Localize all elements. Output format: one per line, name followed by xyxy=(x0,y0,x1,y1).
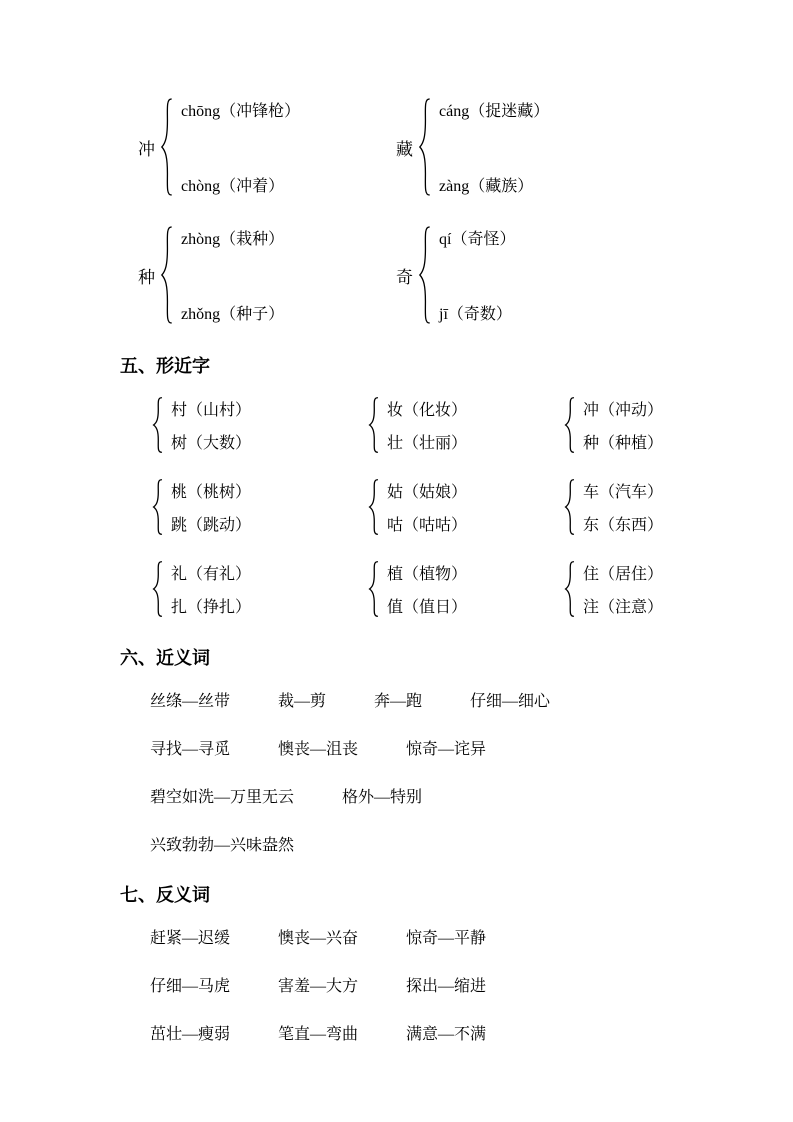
polyphone-char: 奇 xyxy=(396,267,413,287)
reading-list xyxy=(181,224,284,326)
word-pair: 惊奇—平静 xyxy=(406,930,487,947)
reading-list xyxy=(439,96,549,198)
similar-char-pair xyxy=(152,560,368,618)
antonym-line xyxy=(150,973,693,996)
pair-bottom: 注（注意） xyxy=(583,599,664,616)
pair-top: 村（山村） xyxy=(171,402,252,419)
pinyin-reading: cáng（捉迷藏） xyxy=(439,103,550,120)
similar-char-pair xyxy=(152,396,368,454)
word-pair: 丝绦—丝带 xyxy=(150,693,231,710)
similar-char-pair xyxy=(152,478,368,536)
pair-top: 住（居住） xyxy=(583,566,664,583)
similar-char-pair xyxy=(564,560,693,618)
brace-icon xyxy=(368,478,379,536)
similar-char-grid xyxy=(120,396,693,618)
polyphone-char: 冲 xyxy=(138,139,155,159)
brace-icon xyxy=(368,396,379,454)
word-pair: 懊丧—沮丧 xyxy=(278,741,359,758)
synonym-line xyxy=(150,784,693,807)
synonym-lines xyxy=(120,688,693,855)
section-six-title: 六、近义词 xyxy=(120,648,210,668)
polyphone-group-zhong xyxy=(138,224,396,326)
brace-icon xyxy=(564,560,575,618)
polyphone-row xyxy=(120,224,693,326)
polyphone-row xyxy=(120,96,693,198)
pair-bottom: 壮（壮丽） xyxy=(387,435,468,452)
brace-icon xyxy=(564,396,575,454)
section-five-title: 五、形近字 xyxy=(120,356,210,376)
synonym-line xyxy=(150,688,693,711)
pinyin-reading: zhǒng（种子） xyxy=(181,306,285,323)
word-pair: 惊奇—诧异 xyxy=(406,741,487,758)
pair-top: 冲（冲动） xyxy=(583,402,664,419)
word-pair: 格外—特别 xyxy=(342,789,423,806)
pinyin-reading: qí（奇怪） xyxy=(439,231,516,248)
polyphone-section xyxy=(120,96,693,326)
word-pair: 懊丧—兴奋 xyxy=(278,930,359,947)
pair-bottom: 值（值日） xyxy=(387,599,468,616)
pinyin-reading: chòng（冲着） xyxy=(181,178,285,195)
similar-char-pair xyxy=(368,396,564,454)
pinyin-reading: chōng（冲锋枪） xyxy=(181,103,301,120)
brace-icon xyxy=(152,560,163,618)
pinyin-reading: zhòng（栽种） xyxy=(181,231,285,248)
pair-top: 桃（桃树） xyxy=(171,484,252,501)
reading-list xyxy=(439,224,515,326)
section-seven-title: 七、反义词 xyxy=(120,885,210,905)
pair-top: 妆（化妆） xyxy=(387,402,468,419)
brace-icon xyxy=(152,396,163,454)
pair-bottom: 树（大数） xyxy=(171,435,252,452)
similar-char-pair xyxy=(368,478,564,536)
pair-bottom: 扎（挣扎） xyxy=(171,599,252,616)
pair-top: 礼（有礼） xyxy=(171,566,252,583)
pair-bottom: 跳（跳动） xyxy=(171,517,252,534)
word-pair: 裁—剪 xyxy=(278,693,327,710)
pair-top: 姑（姑娘） xyxy=(387,484,468,501)
word-pair: 奔—跑 xyxy=(374,693,423,710)
brace-icon xyxy=(368,560,379,618)
polyphone-group-cang xyxy=(396,96,654,198)
word-pair: 赶紧—迟缓 xyxy=(150,930,231,947)
word-pair: 笔直—弯曲 xyxy=(278,1026,359,1043)
similar-char-pair xyxy=(564,396,693,454)
polyphone-group-chong xyxy=(138,96,396,198)
synonym-line xyxy=(150,736,693,759)
brace-icon xyxy=(152,478,163,536)
synonym-line xyxy=(150,832,693,855)
pair-top: 植（植物） xyxy=(387,566,468,583)
brace-icon xyxy=(418,224,431,326)
word-pair: 害羞—大方 xyxy=(278,978,359,995)
word-pair: 兴致勃勃—兴味盎然 xyxy=(150,837,295,854)
pair-bottom: 种（种植） xyxy=(583,435,664,452)
brace-icon xyxy=(418,96,431,198)
polyphone-group-qi xyxy=(396,224,654,326)
pinyin-reading: jī（奇数） xyxy=(439,306,512,323)
similar-char-pair xyxy=(368,560,564,618)
polyphone-char: 藏 xyxy=(396,139,413,159)
brace-icon xyxy=(160,224,173,326)
word-pair: 碧空如洗—万里无云 xyxy=(150,789,295,806)
word-pair: 仔细—细心 xyxy=(470,693,551,710)
word-pair: 仔细—马虎 xyxy=(150,978,231,995)
similar-char-pair xyxy=(564,478,693,536)
antonym-lines xyxy=(120,925,693,1044)
brace-icon xyxy=(564,478,575,536)
polyphone-char: 种 xyxy=(138,267,155,287)
word-pair: 探出—缩进 xyxy=(406,978,487,995)
pair-top: 车（汽车） xyxy=(583,484,664,501)
antonym-line xyxy=(150,1021,693,1044)
reading-list xyxy=(181,96,300,198)
antonym-line xyxy=(150,925,693,948)
word-pair: 满意—不满 xyxy=(406,1026,487,1043)
pair-bottom: 咕（咕咕） xyxy=(387,517,468,534)
pinyin-reading: zàng（藏族） xyxy=(439,178,534,195)
word-pair: 寻找—寻觅 xyxy=(150,741,231,758)
word-pair: 茁壮—瘦弱 xyxy=(150,1026,231,1043)
brace-icon xyxy=(160,96,173,198)
pair-bottom: 东（东西） xyxy=(583,517,664,534)
